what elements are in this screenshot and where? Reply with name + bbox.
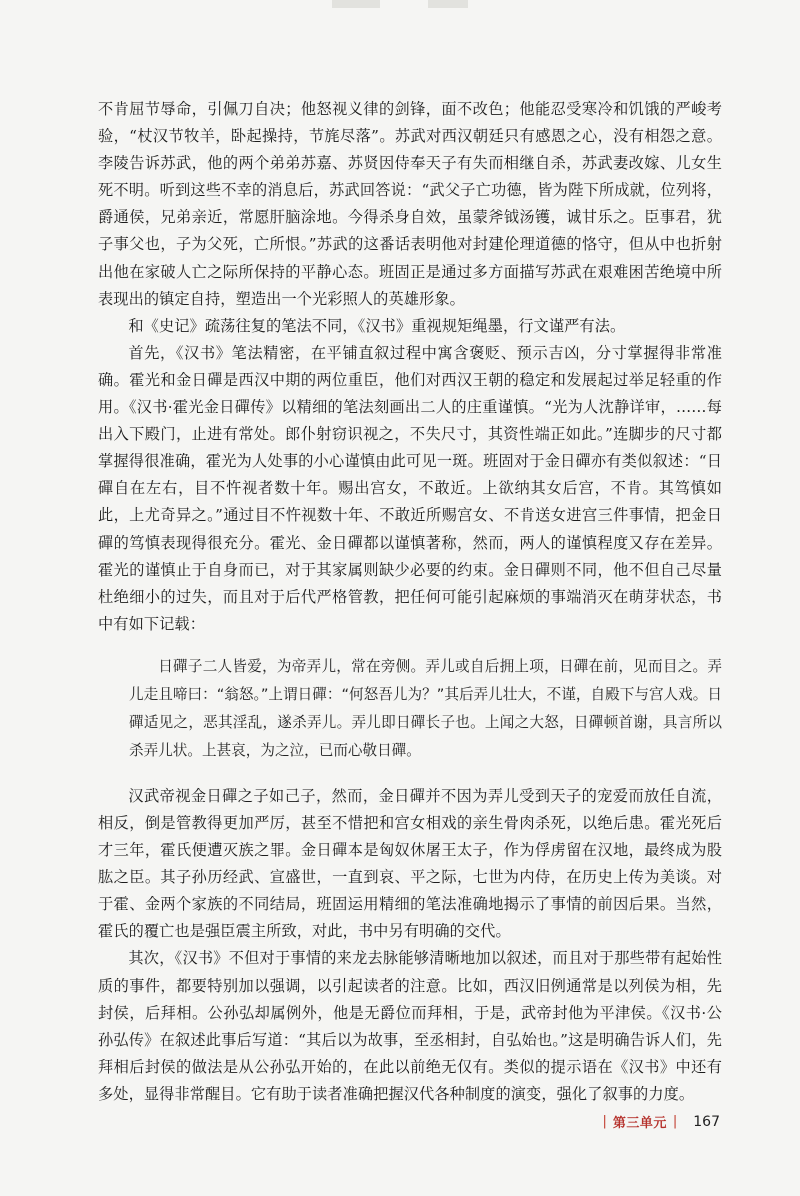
unit-label: 第三单元 [612,1116,667,1131]
paragraph: 其次，《汉书》不但对于事情的来龙去脉能够清晰地加以叙述，而且对于那些带有起始性质的事件，都要特别加以强调，以引起读者的注意。比如，西汉旧例通常是以列侯为相，先封侯，后拜相。公孙弘却属例外，他是无爵位而拜相，于是，武帝封他为平津侯。《汉书·公孙弘传》在叙述此事后写道：“其后以为故事，至丞相封，自弘始也。”这是明确告诉人们，先拜相后封侯的做法是从公孙弘开始的，在此以前绝无仅有。类似的提示语在《汉书》中还有多处，显得非常醒目。它有助于读者准确把握汉代各种制度的演变，强化了叙事的力度。 [98,949,722,1103]
page-number: 167 [693,1113,720,1130]
block-quote: 日磾子二人皆爱，为帝弄儿，常在旁侧。弄儿或自后拥上项，日磾在前，见而目之。弄儿走且啼曰：“翁怒。”上谓日磾：“何怒吾儿为？”其后弄儿壮大，不谨，自殿下与宫人戏。日磾适见之，恶其淫乱，遂杀弄儿。弄儿即日磾长子也。上闻之大怒，日磾顿首谢，具言所以杀弄儿状。上甚哀，为之泣，已而心敬日磾。 [129,657,722,759]
paragraph: 汉武帝视金日磾之子如己子，然而，金日磾并不因为弄儿受到天子的宠爱而放任自流，相反，倒是管教得更加严厉，甚至不惜把和宫女相戏的亲生骨肉杀死，以绝后患。霍光死后才三年，霍氏便遭灭族之罪。金日磾本是匈奴休屠王太子，作为俘虏留在汉地，最终成为股肱之臣。其子孙历经武、宣盛世，一直到哀、平之际，七世为内侍，在历史上传为美谈。对于霍、金两个家族的不同结局，班固运用精细的笔法准确地揭示了事情的前因后果。当然，霍氏的覆亡也是强臣震主所致，对此，书中另有明确的交代。 [98,786,722,941]
top-edge-mark [428,0,468,8]
footer-separator: | [672,1114,678,1129]
top-edge-mark [332,0,380,8]
body-text [98,96,722,1108]
footer-separator: | [602,1114,607,1129]
paragraph: 和《史记》疏荡往复的笔法不同，《汉书》重视规矩绳墨，行文谨严有法。 [128,316,626,335]
paragraph: 首先，《汉书》笔法精密，在平铺直叙过程中寓含褒贬、预示吉凶，分寸掌握得非常准确。霍光和金日磾是西汉中期的两位重臣，他们对西汉王朝的稳定和发展起过举足轻重的作用。《汉书·霍光金日磾传》以精细的笔法刻画出二人的庄重谨慎。“光为人沈静详审，……每出入下殿门，止进有常处。郎仆射窃识视之，不失尺寸，其资性端正如此。”连脚步的尺寸都掌握得很准确，霍光为人处事的小心谨慎由此可见一斑。班固对于金日磾亦有类似叙述：“日磾自在左右，目不忤视者数十年。赐出宫女，不敢近。上欲纳其女后宫，不肯。其笃慎如此，上尤奇异之。”通过目不忤视数十年、不敢近所赐宫女、不肯送女进宫三件事情，把金日磾的笃慎表现得很充分。霍光、金日磾都以谨慎著称，然而，两人的谨慎程度又存在差异。霍光的谨慎止于自身而已，对于其家属则缺少必要的约束。金日磾则不同，他不但自己尽量杜绝细小的过失，而且对于后代严格管教，把任何可能引起麻烦的事端消灭在萌芽状态，书中有如下记载： [98,343,722,633]
paragraph: 不肯屈节辱命，引佩刀自决；他怒视义律的剑锋，面不改色；他能忍受寒冷和饥饿的严峻考验，“杖汉节牧羊，卧起操持，节旄尽落”。苏武对西汉朝廷只有感恩之心，没有相怨之意。李陵告诉苏武，他的两个弟弟苏嘉、苏贤因侍奉天子有失而相继自杀，苏武妻改嫁、儿女生死不明。听到这些不幸的消息后，苏武回答说：“武父子亡功德，皆为陛下所成就，位列将，爵通侯，兄弟亲近，常愿肝脑涂地。今得杀身自效，虽蒙斧钺汤镬，诚甘乐之。臣事君，犹子事父也，子为父死，亡所恨。”苏武的这番话表明他对封建伦理道德的恪守，但从中也折射出他在家破人亡之际所保持的平静心态。班固正是通过多方面描写苏武在艰难困苦绝境中所表现出的镇定自持，塑造出一个光彩照人的英雄形象。 [98,100,722,308]
page-footer [596,1112,720,1131]
